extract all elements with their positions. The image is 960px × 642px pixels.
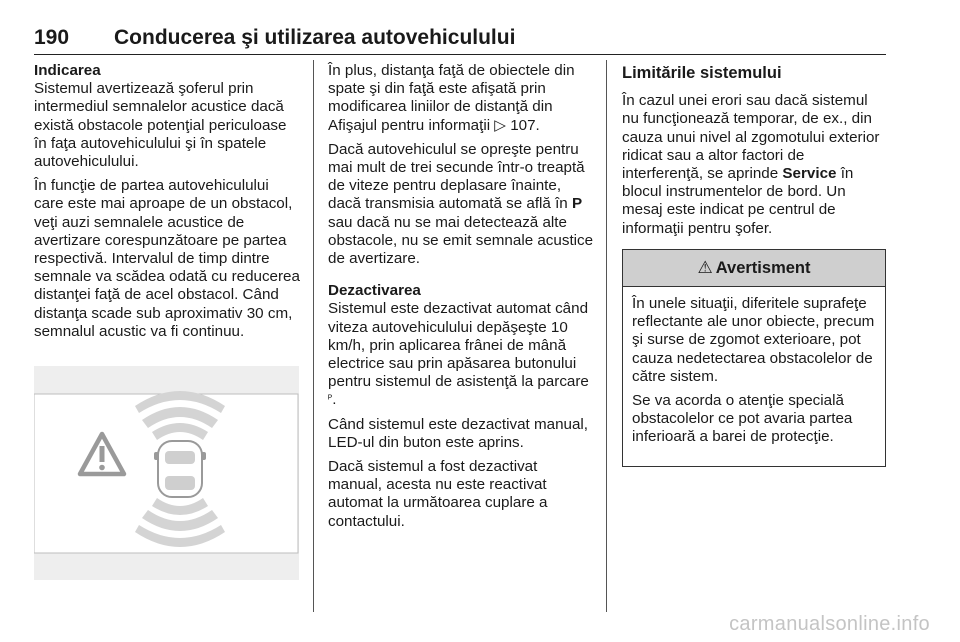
service-indicator-text: Service	[782, 165, 837, 183]
column-middle	[328, 62, 594, 537]
column-divider	[313, 60, 314, 612]
paragraph: Sistemul este dezactivat automat când viteza autovehiculului depăşeşte 10 km/h, prin aplicarea frânei de mână electrice sau prin apăsarea butonului pentru sistemul de asistenţă la parcare ᴾ.	[328, 300, 589, 409]
page-header	[34, 26, 886, 55]
warning-box	[622, 249, 886, 467]
column-divider	[606, 60, 607, 612]
warning-body	[623, 287, 885, 447]
parking-assist-illustration	[34, 366, 299, 580]
warning-header	[623, 250, 885, 287]
page-reference[interactable]: 107.	[510, 116, 540, 134]
page-reference-arrow-icon: ▷	[494, 116, 506, 134]
paragraph: Dacă sistemul a fost dezactivat manual, acesta nu este reactivat automat la următoarea cuplare a contactului.	[328, 458, 548, 530]
paragraph: Sistemul avertizează şoferul prin intermediul semnalelor acustice dacă există obstacole potenţial periculoase în faţa autovehiculului şi în spatele autovehiculului.	[34, 80, 287, 171]
illustration-svg	[34, 366, 299, 580]
section-heading-indicarea: Indicarea	[34, 62, 101, 79]
paragraph: Când sistemul este dezactivat manual, LED-ul din buton este aprins.	[328, 415, 589, 451]
warning-icon: ⚠	[697, 258, 713, 277]
paragraph: În cazul unei erori sau dacă sistemul nu funcţionează temporar, de ex., din cauza unui nivel al zgomotului exterior ridicat sau a altor factori de interferenţă, se aprinde Service în blocul instrumentelor de bord. Un mesaj este indicat pe centrul de informaţii pentru şofer.	[622, 92, 880, 237]
parking-assist-button-icon: ᴾ	[328, 394, 333, 406]
section-heading-limitari: Limitările sistemului	[622, 64, 782, 82]
page-number: 190	[34, 26, 70, 49]
warning-title: Avertisment	[715, 258, 811, 277]
paragraph: În plus, distanţa faţă de obiectele din spate şi din faţă este afişată prin modificarea liniilor de distanţă din Afişajul pentru informaţii ▷ 107.	[328, 62, 575, 134]
paragraph: În unele situaţii, diferitele suprafeţe reflectante ale unor obiecte, precum şi surse de zgomot exterioare, pot cauza nedetectarea obstacolelor de către sistem.	[632, 295, 875, 385]
chapter-title: Conducerea şi utilizarea autovehiculului	[114, 26, 516, 49]
watermark: carmanualsonline.info	[729, 613, 930, 635]
paragraph: Dacă autovehiculul se opreşte pentru mai mult de trei secunde într-o treaptă de viteze pentru deplasare înainte, dacă transmisia automată se află în P sau dacă nu se mai detectează alte obstacole, nu se emit semnale acustice de avertizare.	[328, 140, 594, 268]
section-heading-dezactivarea: Dezactivarea	[328, 282, 421, 300]
column-left	[34, 62, 300, 347]
column-right	[622, 62, 888, 244]
paragraph: În funcţie de partea autovehiculului care este mai aproape de un obstacol, veţi auzi semnalele acustice de avertizare corespunzătoare pe partea respectivă. Intervalul de timp dintre semnale va scădea odată cu reducerea distanţei faţă de acel obstacol. Când distanţa scade sub aproximativ 30 cm, semnalul acustic va fi continuu.	[34, 177, 300, 340]
paragraph: Se va acorda o atenţie specială obstacolelor ce pot avaria partea inferioară a barei de protecţie.	[632, 392, 853, 446]
car-top-view-icon	[154, 441, 206, 497]
gear-position-p: P	[571, 195, 583, 213]
